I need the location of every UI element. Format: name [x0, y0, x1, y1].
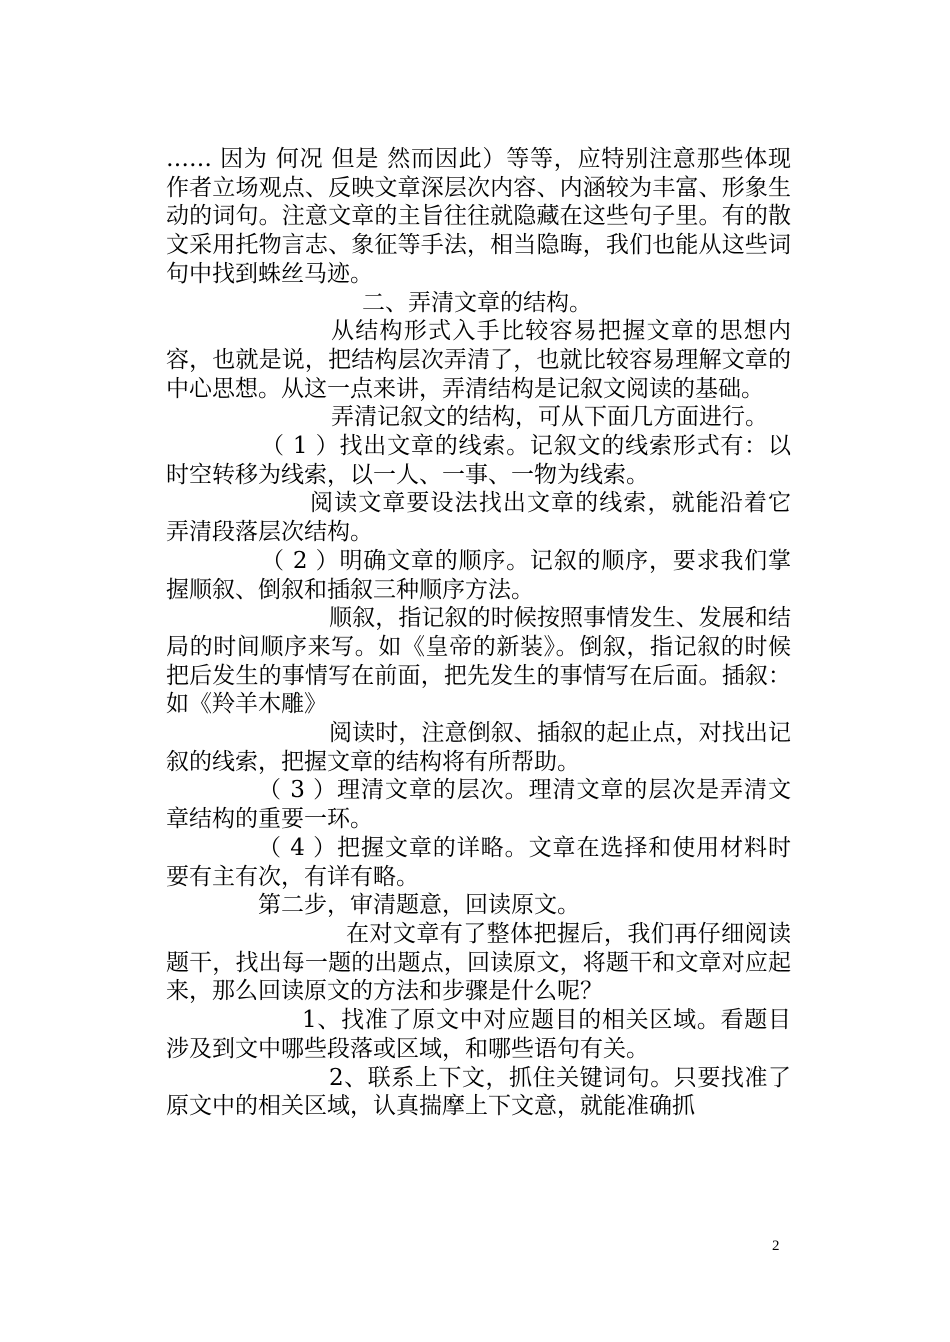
- body-text: [166, 145, 791, 1121]
- paragraph-reading-tip: 阅读时，注意倒叙、插叙的起止点，对找出记叙的线索，把握文章的结构将有所帮助。: [166, 720, 791, 775]
- paragraph-item-4: （ 4 ）把握文章的详略。文章在选择和使用材料时要有主有次，有详有略。: [166, 834, 791, 890]
- paragraph-structure-intro: 从结构形式入手比较容易把握文章的思想内容，也就是说，把结构层次弄清了，也就比较容易理解文章的中心思想。从这一点来讲，弄清结构是记叙文阅读的基础。: [166, 318, 791, 402]
- section-heading-step-two: 第二步，审清题意，回读原文。: [258, 892, 580, 919]
- paragraph-structure-aspects: 弄清记叙文的结构，可从下面几方面进行。: [331, 404, 768, 431]
- paragraph-method-1: 1、找准了原文中对应题目的相关区域。看题目涉及到文中哪些段落或区域，和哪些语句有关。: [166, 1007, 791, 1062]
- paragraph-item-3: （ 3 ）理清文章的层次。理清文章的层次是弄清文章结构的重要一环。: [166, 777, 791, 833]
- paragraph-order-types: 顺叙，指记叙的时候按照事情发生、发展和结局的时间顺序来写。如《皇帝的新装》。倒叙，指记叙的时候把后发生的事情写在前面，把先发生的事情写在后面。插叙：如《羚羊木雕》: [166, 605, 791, 718]
- paragraph-reread-intro: 在对文章有了整体把握后，我们再仔细阅读题干，找出每一题的出题点，回读原文，将题干和文章对应起来，那么回读原文的方法和步骤是什么呢？: [166, 920, 791, 1005]
- page-number: 2: [772, 1238, 780, 1254]
- paragraph-item-1: （ 1 ）找出文章的线索。记叙文的线索形式有：以时空转移为线索，以一人、一事、一物为线索。: [166, 433, 791, 488]
- section-heading-structure: 二、弄清文章的结构。: [362, 289, 592, 316]
- paragraph-clue: 阅读文章要设法找出文章的线索，就能沿着它弄清段落层次结构。: [166, 490, 791, 546]
- paragraph-key-sentences: …… 因为 何况 但是 然而因此）等等，应特别注意那些体现作者立场观点、反映文章深层次内容、内涵较为丰富、形象生动的词句。注意文章的主旨往往就隐藏在这些句子里。有的散文采用托物言志、象征等手法，相当隐晦，我们也能从这些词句中找到蛛丝马迹。: [166, 146, 791, 287]
- paragraph-item-2: （ 2 ）明确文章的顺序。记叙的顺序，要求我们掌握顺叙、倒叙和插叙三种顺序方法。: [166, 547, 791, 603]
- paragraph-method-2: 2、联系上下文，抓住关键词句。只要找准了原文中的相关区域，认真揣摩上下文意，就能准确抓: [166, 1064, 791, 1120]
